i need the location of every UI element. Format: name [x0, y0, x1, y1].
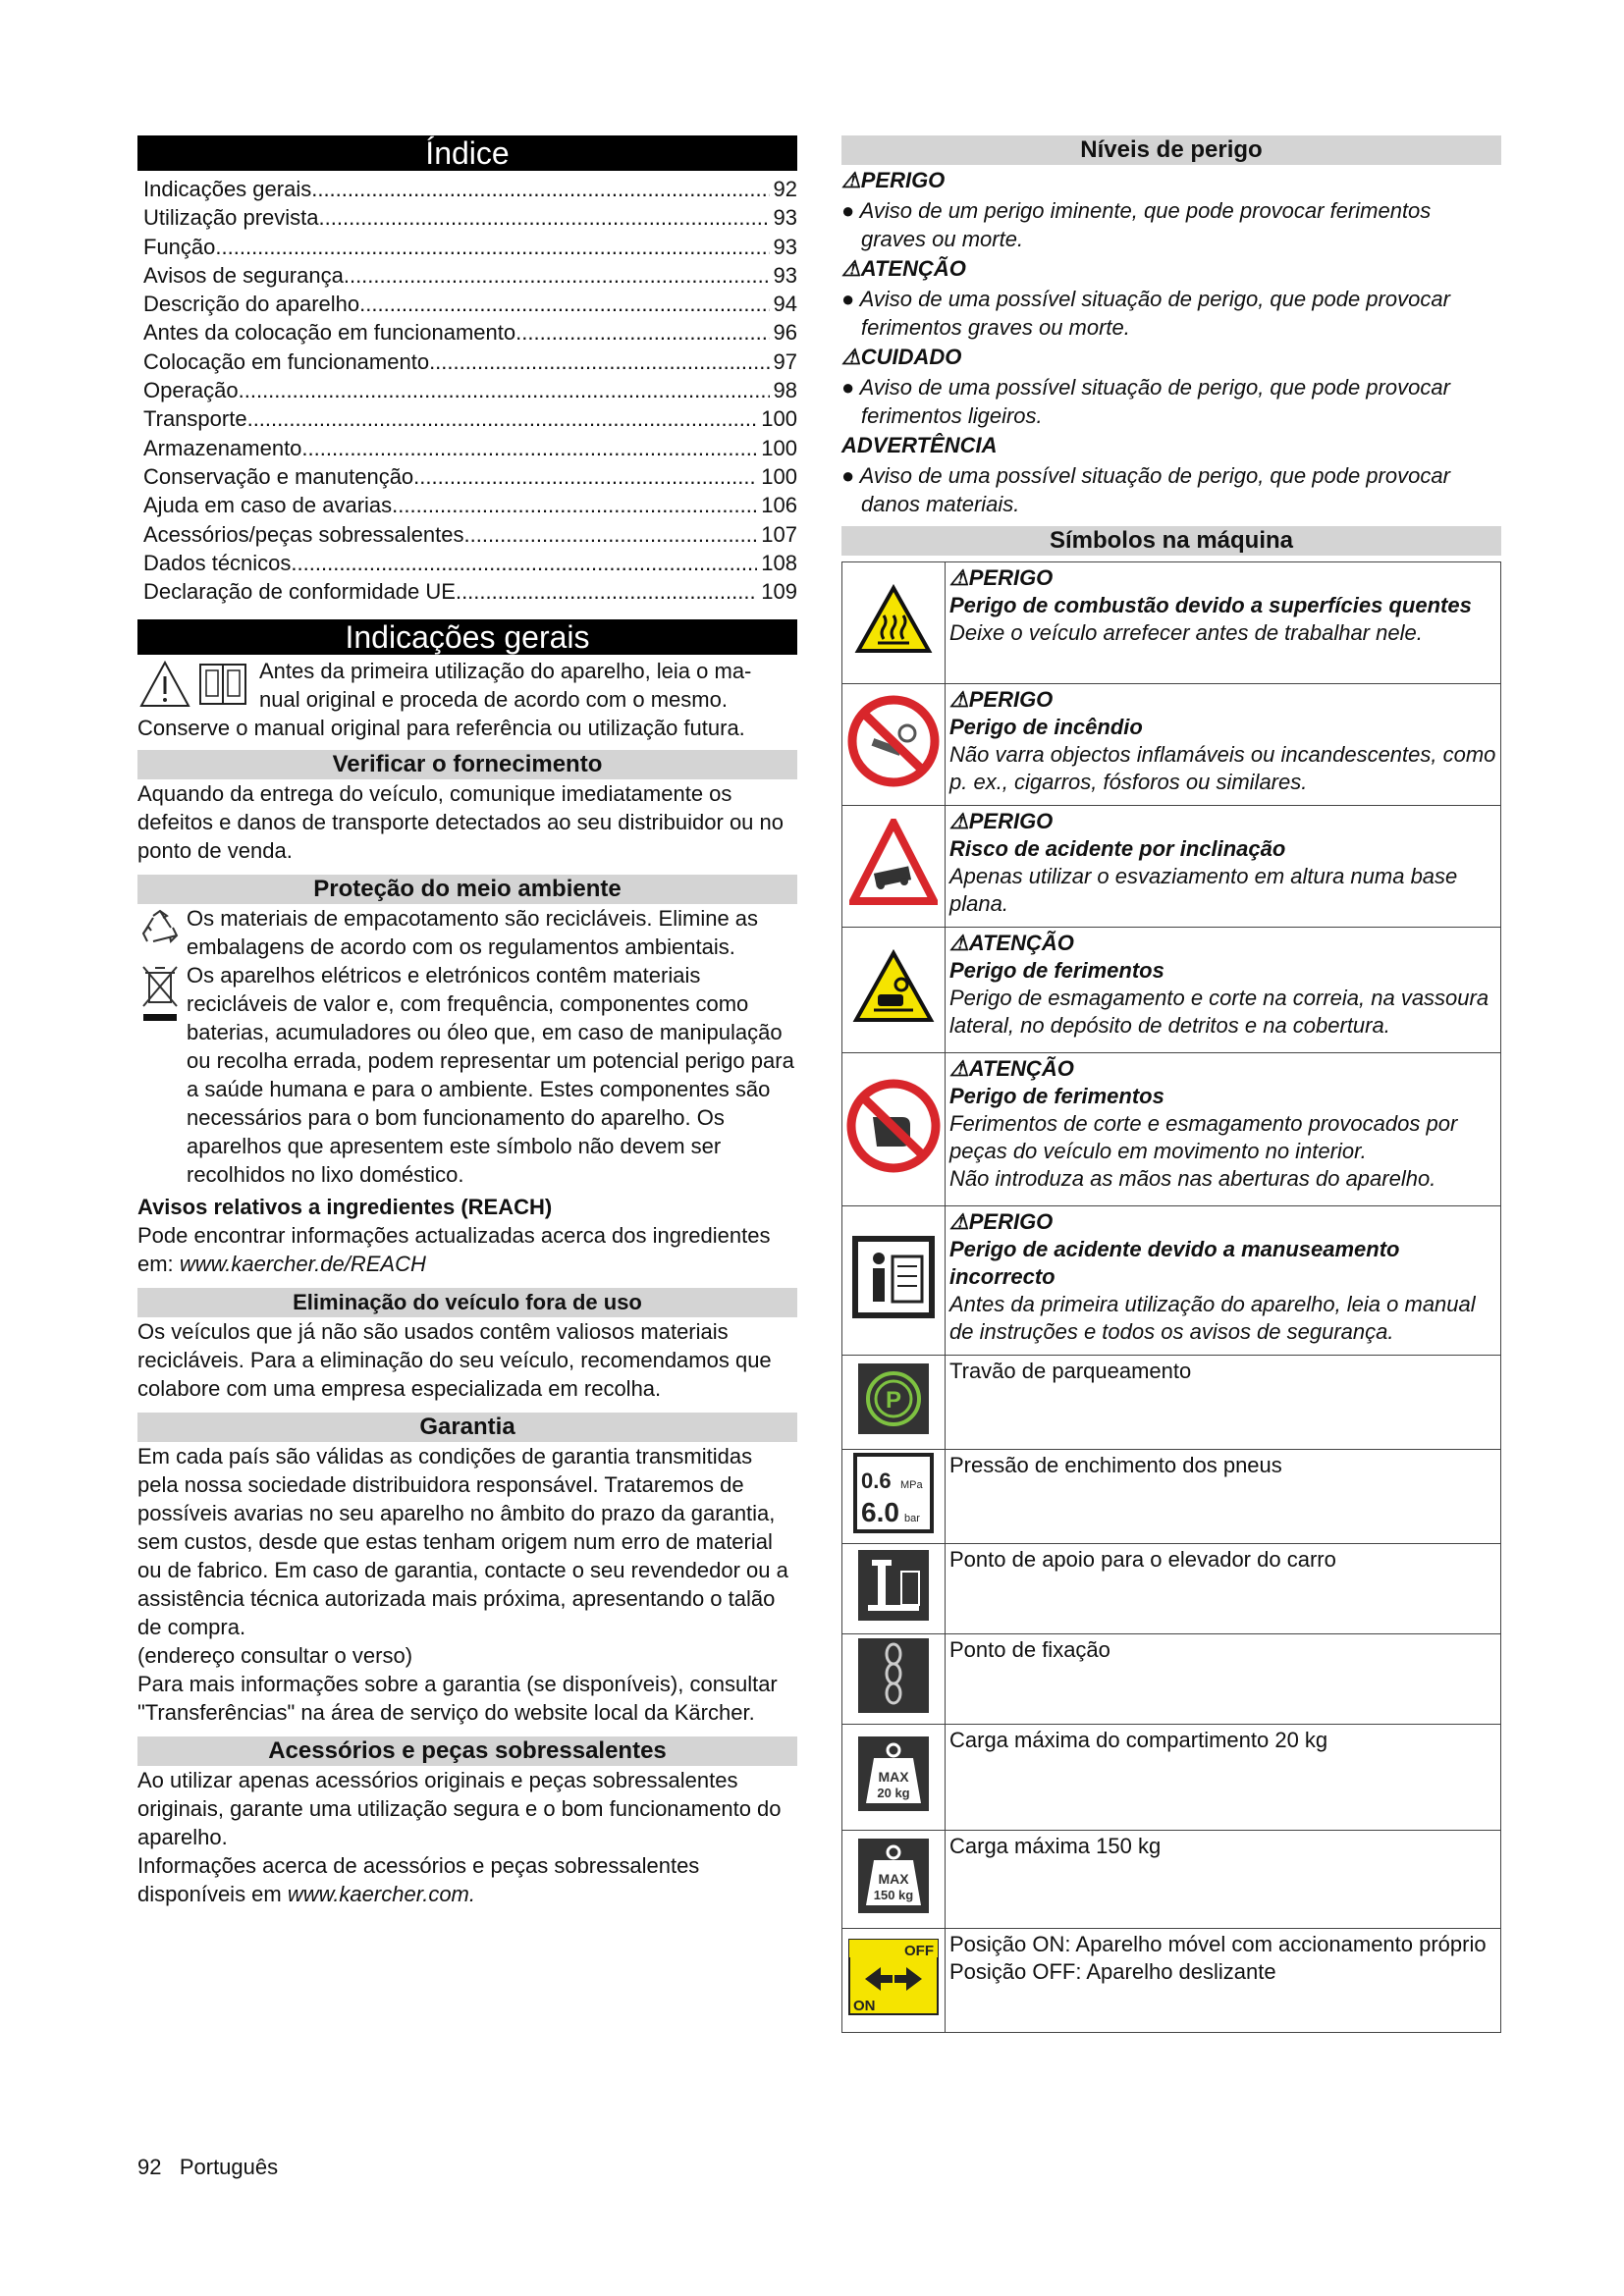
hand-crush-warning-icon — [852, 949, 935, 1024]
symbol-cell — [842, 684, 946, 806]
symbol-description: ⚠ATENÇÃO Perigo de ferimentos Perigo de esmagamento e corte na correia, na vassoura lateral, no depósito de detritos e na cobertura. — [946, 928, 1501, 1053]
warranty-title: Garantia — [137, 1413, 797, 1442]
table-row — [842, 1544, 1501, 1634]
danger-levels-title: Níveis de perigo — [841, 135, 1501, 165]
danger-levels-list — [841, 167, 1501, 518]
symbol-cell — [842, 1929, 946, 2033]
svg-text:MAX: MAX — [878, 1871, 909, 1887]
no-hands-icon — [845, 1078, 942, 1174]
symbol-description: Pressão de enchimento dos pneus — [946, 1450, 1501, 1544]
danger-level-text: ● Aviso de uma possível situação de perigo, que pode provocar danos materiais. — [841, 463, 1450, 516]
disposal-text: Os veículos que já não são usados contêm valiosos materiais recicláveis. Para a eliminação do seu veículo, recomendamos que colabore com uma empresa especializada em recolha. — [137, 1319, 772, 1402]
symbol-description: Ponto de fixação — [946, 1634, 1501, 1725]
parking-brake-icon — [856, 1362, 931, 1436]
symbol-cell — [842, 928, 946, 1053]
symbol-description: ⚠PERIGO Risco de acidente por inclinação Apenas utilizar o esvaziamento em altura numa base plana. — [946, 806, 1501, 928]
symbol-description: ⚠ATENÇÃO Perigo de ferimentos Ferimentos de corte e esmagamento provocados por peças do veículo em movimento no interior. Não introduza as mãos nas aberturas do aparelho. — [946, 1053, 1501, 1206]
table-row — [842, 562, 1501, 684]
environment-title: Proteção do meio ambiente — [137, 875, 797, 904]
symbol-cell — [842, 1356, 946, 1450]
toc-entry[interactable]: Transporte ..... 100 — [137, 404, 797, 433]
toc-entry[interactable]: Ajuda em caso de avarias ..... 106 — [137, 491, 797, 519]
symbol-description: Travão de parqueamento — [946, 1356, 1501, 1450]
tipping-hazard-icon — [849, 819, 938, 907]
jack-point-icon — [856, 1548, 931, 1623]
toc-list — [137, 171, 797, 606]
svg-text:MAX: MAX — [878, 1769, 909, 1785]
left-column — [137, 135, 797, 1908]
warranty-text3: Para mais informações sobre a garantia (se disponíveis), consultar "Transferências" na área de serviço do website local da Kärcher. — [137, 1672, 778, 1726]
accessories-text1: Ao utilizar apenas acessórios originais e peças sobressalentes originais, garante uma utilização segura e o bom funcionamento do aparelho. — [137, 1768, 782, 1850]
disposal-title: Eliminação do veículo fora de uso — [137, 1288, 797, 1317]
table-row — [842, 1831, 1501, 1929]
toc-title: Índice — [137, 135, 797, 171]
symbol-description: Posição ON: Aparelho móvel com accionamento próprio Posição OFF: Aparelho deslizante — [946, 1929, 1501, 2033]
drive-mode-on-off-icon — [847, 1938, 940, 2016]
symbol-description: ⚠PERIGO Perigo de incêndio Não varra objectos inflamáveis ou incandescentes, como p. ex., cigarros, fósforos ou similares. — [946, 684, 1501, 806]
symbol-cell — [842, 1544, 946, 1634]
right-column — [841, 135, 1501, 2033]
svg-text:OFF: OFF — [904, 1943, 934, 1959]
warranty-text2: (endereço consultar o verso) — [137, 1643, 413, 1669]
table-row — [842, 1929, 1501, 2033]
danger-level-text: ● Aviso de um perigo iminente, que pode provocar ferimentos graves ou morte. — [841, 198, 1432, 251]
table-row — [842, 928, 1501, 1053]
table-row — [842, 684, 1501, 806]
toc-entry[interactable]: Colocação em funcionamento ..... 97 — [137, 347, 797, 376]
table-row — [842, 1725, 1501, 1831]
symbol-cell — [842, 1053, 946, 1206]
danger-level-label: ADVERTÊNCIA — [841, 433, 998, 457]
weee-block — [137, 961, 797, 1189]
page-number: 92 — [137, 2155, 162, 2179]
general-title: Indicações gerais — [137, 619, 797, 655]
general-intro-line2: nual original e proceda de acordo com o mesmo. — [259, 687, 728, 713]
toc-entry[interactable]: Declaração de conformidade UE ..... 109 — [137, 577, 797, 606]
symbol-description: ⚠PERIGO Perigo de acidente devido a manuseamento incorrecto Antes da primeira utilização do aparelho, leia o manual de instruções e todos os avisos de segurança. — [946, 1206, 1501, 1356]
reach-title: Avisos relativos a ingredientes (REACH) — [137, 1195, 553, 1220]
warranty-text1: Em cada país são válidas as condições de garantia transmitidas pela nossa sociedade distribuidora responsável. Trataremos de possíveis avarias no seu aparelho no âmbito do prazo da garantia, sem custos, desde que estas tenham origem num erro de material ou de fabrico. Em caso de garantia, contacte o seu revendedor ou a assistência técnica autorizada mais próxima, apresentando o talão de compra. — [137, 1444, 788, 1640]
read-manual-icon — [851, 1235, 936, 1319]
accessories-title: Acessórios e peças sobressalentes — [137, 1736, 797, 1766]
symbol-description: Carga máxima 150 kg — [946, 1831, 1501, 1929]
symbols-table — [841, 561, 1501, 2033]
table-row — [842, 1053, 1501, 1206]
danger-level-label: ⚠ATENÇÃO — [841, 256, 966, 281]
delivery-title: Verificar o fornecimento — [137, 750, 797, 779]
page-footer — [137, 2155, 278, 2180]
table-row — [842, 1450, 1501, 1544]
table-row — [842, 1634, 1501, 1725]
tyre-pressure-icon — [853, 1453, 934, 1533]
svg-text:20 kg: 20 kg — [877, 1786, 910, 1800]
max-load-20kg-icon — [856, 1735, 931, 1813]
danger-level-label: ⚠CUIDADO — [841, 345, 962, 369]
general-intro-line1: Antes da primeira utilização do aparelho, leia o ma- — [259, 659, 752, 684]
svg-text:bar: bar — [904, 1513, 920, 1524]
symbol-cell — [842, 1725, 946, 1831]
svg-text:MPa: MPa — [900, 1479, 923, 1491]
toc-entry[interactable]: Acessórios/peças sobressalentes ..... 107 — [137, 520, 797, 549]
symbol-description: Carga máxima do compartimento 20 kg — [946, 1725, 1501, 1831]
toc-entry[interactable]: Indicações gerais ..... 92 — [137, 175, 797, 203]
toc-entry[interactable]: Dados técnicos ..... 108 — [137, 549, 797, 577]
reach-link[interactable]: www.kaercher.de/REACH — [179, 1252, 426, 1277]
table-row — [842, 806, 1501, 928]
accessories-link[interactable]: www.kaercher.com. — [287, 1882, 475, 1907]
symbol-cell — [842, 1831, 946, 1929]
svg-text:0.6: 0.6 — [861, 1468, 892, 1493]
toc-entry[interactable]: Descrição do aparelho ..... 94 — [137, 290, 797, 318]
toc-entry[interactable]: Utilização prevista ..... 93 — [137, 203, 797, 232]
tie-down-point-icon — [856, 1636, 931, 1715]
symbols-title: Símbolos na máquina — [841, 526, 1501, 556]
delivery-text: Aquando da entrega do veículo, comunique imediatamente os defeitos e danos de transporte detectados ao seu distribuidor ou no ponto de venda. — [137, 781, 785, 864]
reach-text: Pode encontrar informações actualizadas acerca dos ingredientes em: www.kaercher.de/REACH — [137, 1223, 771, 1277]
max-load-150kg-icon — [856, 1837, 931, 1915]
symbol-cell — [842, 1634, 946, 1725]
danger-level-label: ⚠PERIGO — [841, 168, 946, 192]
danger-level-text: ● Aviso de uma possível situação de perigo, que pode provocar ferimentos graves ou morte. — [841, 287, 1450, 340]
no-fire-icon — [846, 694, 941, 788]
svg-text:ON: ON — [853, 1998, 876, 2014]
symbol-description: ⚠PERIGO Perigo de combustão devido a superfícies quentes Deixe o veículo arrefecer antes de trabalhar nele. — [946, 562, 1501, 684]
toc-entry[interactable]: Conservação e manutenção ..... 100 — [137, 462, 797, 491]
toc-entry[interactable]: Armazenamento ..... 100 — [137, 434, 797, 462]
hot-surface-warning-icon — [854, 584, 933, 655]
accessories-text2: Informações acerca de acessórios e peças sobressalentes disponíveis em www.kaercher.com. — [137, 1853, 700, 1907]
table-row — [842, 1206, 1501, 1356]
toc-entry[interactable]: Operação ..... 98 — [137, 376, 797, 404]
symbol-cell — [842, 562, 946, 684]
warning-manual-icons — [137, 659, 253, 710]
symbol-description: Ponto de apoio para o elevador do carro — [946, 1544, 1501, 1634]
svg-text:150 kg: 150 kg — [873, 1888, 914, 1902]
danger-level-text: ● Aviso de uma possível situação de perigo, que pode provocar ferimentos ligeiros. — [841, 375, 1450, 428]
svg-text:6.0: 6.0 — [861, 1497, 899, 1527]
recycle-text: Os materiais de empacotamento são recicláveis. Elimine as embalagens de acordo com os regulamentos ambientais. — [187, 906, 759, 960]
crossed-bin-icon — [139, 963, 181, 1022]
toc-entry[interactable]: Avisos de segurança ..... 93 — [137, 261, 797, 290]
symbol-cell — [842, 806, 946, 928]
footer-language: Português — [179, 2155, 279, 2179]
toc-entry[interactable]: Antes da colocação em funcionamento ..... 96 — [137, 318, 797, 347]
general-intro-line3: Conserve o manual original para referência ou utilização futura. — [137, 716, 745, 741]
warning-triangle-icon — [137, 659, 253, 710]
recycle-icon — [139, 908, 181, 949]
weee-text: Os aparelhos elétricos e eletrónicos contêm materiais recicláveis de valor e, com frequência, componentes como baterias, acumuladores ou óleo que, em caso de manipulação ou recolha errada, podem representar um potencial perigo para a saúde humana e para o ambiente. Estes componentes são necessários para o bom funcionamento do aparelho. Os aparelhos que apresentem este símbolo não devem ser recolhidos no lixo doméstico. — [187, 963, 794, 1188]
symbol-cell — [842, 1206, 946, 1356]
toc-entry[interactable]: Função ..... 93 — [137, 233, 797, 261]
table-row — [842, 1356, 1501, 1450]
recycle-block — [137, 904, 797, 961]
general-intro — [137, 657, 797, 742]
symbol-cell — [842, 1450, 946, 1544]
svg-text:P: P — [885, 1387, 902, 1414]
